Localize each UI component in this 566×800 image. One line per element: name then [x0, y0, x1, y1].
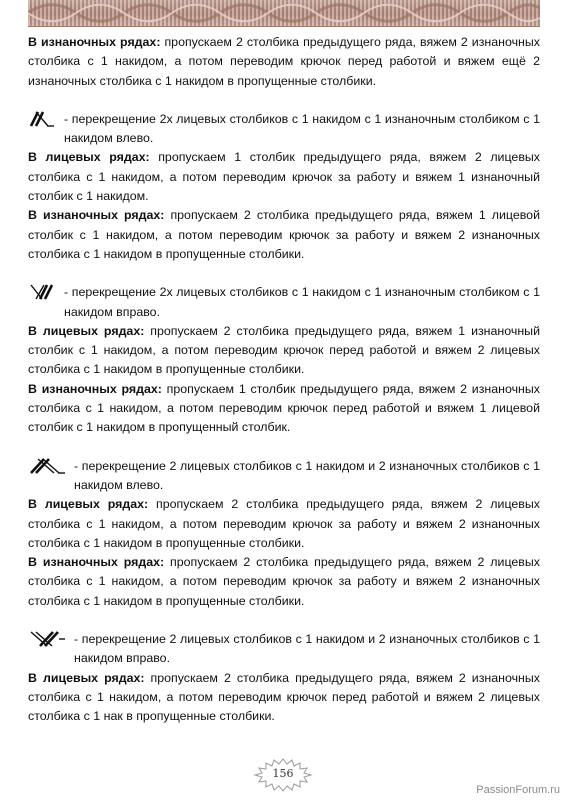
intro-paragraph [28, 33, 540, 91]
page-number: 156 [272, 767, 294, 780]
row-label: В изнаночных рядах: [28, 555, 165, 570]
row-label: В изнаночных рядах: [28, 381, 162, 396]
row-text: пропускаем 2 столбика предыдущего ряда, вяжем 1 лицевой столбик с 1 накидом, а потом переводим крючок за работу и вяжем 2 изнаночных столбика с 1 накидом в пропущенные столбики. [28, 208, 540, 261]
legend-title: - перекрещение 2 лицевых столбиков с 1 накидом и 2 изнаночных столбиков с 1 накидом вправо. [74, 632, 540, 666]
row-label: В лицевых рядах: [28, 670, 145, 685]
cross-2-over-2-left-icon [28, 458, 68, 474]
row-label: В лицевых рядах: [28, 323, 145, 338]
row-label: В лицевых рядах: [28, 150, 150, 165]
row-label: В изнаночных рядах: [28, 35, 161, 49]
document-body [28, 33, 540, 727]
legend-row [28, 553, 540, 611]
cable-pattern-icon [28, 0, 540, 26]
legend-section [28, 457, 540, 611]
legend-row [28, 322, 540, 380]
cross-2-over-1-left-icon [28, 111, 58, 127]
legend-row [28, 669, 540, 727]
row-text: пропускаем 2 столбика предыдущего ряда, вяжем 2 изнаночных столбика с 1 накидом, а потом переводим крючок перед работой и вяжем ещё 2 изнаночных столбика с 1 накидом в пропущенные столбики. [28, 35, 540, 88]
legend-row [28, 380, 540, 438]
legend-title: - перекрещение 2 лицевых столбиков с 1 накидом и 2 изнаночных столбиков с 1 накидом влево. [74, 458, 540, 492]
legend-row [28, 206, 540, 264]
row-text: пропускаем 2 столбика предыдущего ряда, вяжем 2 лицевых столбика с 1 накидом, а потом переводим крючок за работу и вяжем 2 изнаночных столбика с 1 накидом в пропущенные столбики. [28, 555, 540, 608]
cross-2-over-1-right-icon [28, 284, 58, 300]
row-text: пропускаем 2 столбика предыдущего ряда, вяжем 2 изнаночных столбика с 1 накидом, а потом переводим крючок перед работой и вяжем 2 лицевых столбика с 1 нак в пропущенные столбики. [28, 670, 540, 724]
row-label: В изнаночных рядах: [28, 208, 165, 223]
legend-title: - перекрещение 2х лицевых столбиков с 1 накидом с 1 изнаночным столбиком с 1 накидом влево. [64, 111, 540, 146]
legend-section [28, 283, 540, 437]
legend-row [28, 148, 540, 206]
legend-title: - перекрещение 2х лицевых столбиков с 1 накидом с 1 изнаночным столбиком с 1 накидом вправо. [64, 285, 540, 319]
cross-2-over-2-right-icon [28, 631, 68, 647]
row-text: пропускаем 1 столбик предыдущего ряда, вяжем 2 изнаночных столбика с 1 накидом, а потом переводим крючок перед работой и вяжем 1 лицевой столбик с 1 накидом в пропущенный столбик. [28, 381, 540, 435]
row-label: В лицевых рядах: [28, 497, 149, 512]
legend-section [28, 110, 540, 264]
row-text: пропускаем 1 столбик предыдущего ряда, вяжем 2 лицевых столбика с 1 накидом, а потом переводим крючок за работу и вяжем 1 изнаночный столбик с 1 накидом. [28, 150, 540, 204]
legend-row [28, 495, 540, 553]
decorative-cable-banner [28, 0, 540, 27]
page-number-badge [247, 758, 319, 792]
legend-section [28, 630, 540, 726]
watermark: PassionForum.ru [476, 784, 560, 796]
row-text: пропускаем 2 столбика предыдущего ряда, вяжем 2 лицевых столбика с 1 накидом, а потом переводим крючок за работу и вяжем 2 изнаночных столбика с 1 накидом в пропущенные столбики. [28, 497, 540, 550]
row-text: пропускаем 2 столбика предыдущего ряда, вяжем 1 изнаночный столбик с 1 накидом, а потом переводим крючок перед работой и вяжем 2 лицевых столбика с 1 накидом в пропущенные столбики. [28, 323, 540, 377]
